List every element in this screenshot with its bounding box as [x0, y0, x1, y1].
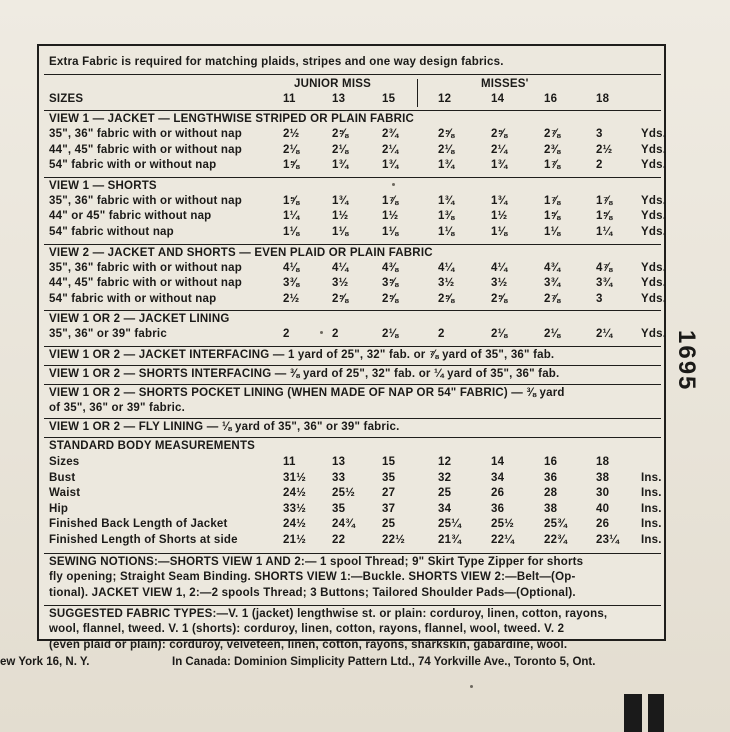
- cell-value: 1⅝: [283, 194, 300, 207]
- divider: [44, 310, 661, 311]
- cell-value: 3½: [438, 277, 455, 290]
- row-label: 35", 36" fabric with or without nap: [49, 194, 242, 207]
- divider: [44, 437, 661, 438]
- cell-value: 25: [438, 487, 452, 500]
- yardage-row: [49, 143, 667, 159]
- cell-value: 22¼: [491, 534, 514, 546]
- size-column-header: 13: [332, 93, 346, 105]
- row-label: Sizes: [49, 456, 80, 468]
- cell-value: 1¾: [382, 159, 399, 172]
- cell-value: 1¼: [596, 226, 613, 238]
- cell-value: 2⅜: [544, 143, 561, 156]
- cell-value: 36: [491, 502, 505, 515]
- size-column-header: 15: [382, 93, 396, 105]
- row-label: 35", 36" fabric with or without nap: [49, 261, 242, 274]
- cell-value: 2⅝: [491, 128, 508, 140]
- cell-value: 22½: [382, 534, 405, 546]
- row-label: Finished Length of Shorts at side: [49, 534, 238, 546]
- divider: [44, 553, 661, 554]
- cell-value: 3½: [491, 277, 508, 290]
- cell-value: 2⅝: [332, 128, 349, 140]
- cell-value: 2½: [283, 128, 300, 140]
- interfacing-note: VIEW 1 OR 2 — JACKET INTERFACING — 1 yard of 25", 32" fab. or ⅞ yard of 35", 36" fab.: [49, 349, 555, 361]
- cell-value: 35: [382, 471, 396, 484]
- sizes-label: SIZES: [49, 93, 84, 105]
- measurement-row: [49, 472, 661, 487]
- measurement-row: [49, 456, 661, 471]
- cell-value: 2¾: [382, 128, 399, 140]
- cell-value: 30: [596, 487, 610, 500]
- cell-value: 21½: [283, 534, 306, 546]
- divider: [44, 346, 661, 347]
- pocket-lining-note-cont: of 35", 36" or 39" fabric.: [49, 402, 185, 414]
- sewing-notions-line: fly opening; Straight Seam Binding. SHORTS VIEW 1:—Buckle. SHORTS VIEW 2:—Belt—(Op-: [49, 571, 576, 584]
- cell-value: 23¼: [596, 534, 619, 546]
- paper-speck: [470, 685, 473, 688]
- cell-value: 14: [491, 456, 505, 468]
- cell-value: 32: [438, 471, 452, 484]
- cell-value: 4¼: [332, 261, 349, 274]
- cell-value: 28: [544, 487, 558, 500]
- sizes-header-row: [49, 93, 661, 108]
- cell-value: 26: [491, 487, 505, 500]
- cell-value: 1⅞: [544, 159, 561, 172]
- cell-value: 2: [438, 328, 445, 341]
- cell-value: 26: [596, 518, 610, 531]
- unit-label: Yds.: [641, 128, 667, 140]
- cell-value: 1⅝: [596, 210, 613, 223]
- cell-value: 36: [544, 471, 558, 484]
- divider: [44, 244, 661, 245]
- cell-value: 2¼: [491, 143, 508, 156]
- unit-label: Yds.: [641, 328, 667, 341]
- yardage-row: [49, 159, 667, 174]
- cell-value: 4¾: [544, 261, 561, 274]
- cell-value: 2⅛: [382, 328, 399, 341]
- cell-value: 35: [332, 502, 346, 515]
- unit-label: Ins.: [641, 534, 662, 546]
- paper-speck: [392, 183, 395, 186]
- shorts-interfacing-note: VIEW 1 OR 2 — SHORTS INTERFACING — ⅜ yard of 25", 32" fab. or ¼ yard of 35", 36" fab.: [49, 368, 560, 380]
- cell-value: 2⅛: [491, 328, 508, 341]
- cell-value: 21¾: [438, 534, 461, 546]
- cell-value: 2⅝: [332, 292, 349, 305]
- row-label: Hip: [49, 502, 69, 515]
- row-label: Waist: [49, 487, 81, 500]
- row-label: 35", 36" fabric with or without nap: [49, 128, 242, 140]
- pocket-lining-note: VIEW 1 OR 2 — SHORTS POCKET LINING (WHEN MADE OF NAP OR 54" FABRIC) — ⅜ yard: [49, 387, 565, 399]
- cell-value: 2: [332, 328, 339, 341]
- footer-address-canada: In Canada: Dominion Simplicity Pattern Ltd., 74 Yorkville Ave., Toronto 5, Ont.: [172, 656, 596, 668]
- cell-value: 1⅞: [382, 194, 399, 207]
- row-label: 35", 36" or 39" fabric: [49, 328, 167, 341]
- cell-value: 2½: [596, 143, 613, 156]
- registration-mark: [624, 694, 642, 732]
- cell-value: 38: [596, 471, 610, 484]
- divider: [44, 365, 661, 366]
- unit-label: Ins.: [641, 471, 662, 484]
- sewing-notions-line: SEWING NOTIONS:—SHORTS VIEW 1 AND 2:— 1 spool Thread; 9" Skirt Type Zipper for shorts: [49, 555, 584, 568]
- cell-value: 3½: [332, 277, 349, 290]
- cell-value: 1⅛: [382, 226, 399, 238]
- cell-value: 31½: [283, 471, 306, 484]
- cell-value: 2: [596, 159, 603, 172]
- cell-value: 11: [283, 456, 296, 468]
- unit-label: Ins.: [641, 502, 662, 515]
- cell-value: 1⅞: [544, 194, 561, 207]
- row-label: 44", 45" fabric with or without nap: [49, 143, 242, 156]
- cell-value: 3¾: [544, 277, 561, 290]
- cell-value: 1¾: [491, 159, 508, 172]
- cell-value: 2⅛: [438, 143, 455, 156]
- unit-label: Yds.: [641, 261, 667, 274]
- cell-value: 2⅛: [544, 328, 561, 341]
- cell-value: 2: [283, 328, 290, 341]
- cell-value: 33: [332, 471, 346, 484]
- cell-value: 1½: [491, 210, 508, 223]
- measurement-row: [49, 534, 661, 549]
- yardage-chart: [37, 44, 667, 651]
- divider: [44, 384, 661, 385]
- cell-value: 1⅝: [283, 159, 300, 172]
- measurement-row: [49, 503, 661, 518]
- cell-value: 38: [544, 502, 558, 515]
- cell-value: 37: [382, 502, 396, 515]
- cell-value: 2⅞: [544, 128, 561, 140]
- cell-value: 2½: [283, 292, 300, 305]
- registration-mark: [648, 694, 664, 732]
- fly-lining-note: VIEW 1 OR 2 — FLY LINING — ⅛ yard of 35", 36" or 39" fabric.: [49, 421, 400, 433]
- size-column-header: 18: [596, 93, 610, 105]
- cell-value: 2⅞: [544, 292, 561, 305]
- cell-value: 40: [596, 502, 610, 515]
- cell-value: 1¾: [438, 194, 455, 207]
- unit-label: Ins.: [641, 487, 662, 500]
- divider: [44, 418, 661, 419]
- cell-value: 2⅝: [491, 292, 508, 305]
- cell-value: 1⅛: [438, 226, 455, 238]
- cell-value: 3: [596, 292, 603, 305]
- yardage-row: [49, 328, 667, 343]
- measurements-title: STANDARD BODY MEASUREMENTS: [49, 440, 256, 452]
- cell-value: 24½: [283, 487, 306, 500]
- row-label: 54" fabric with or without nap: [49, 292, 217, 305]
- size-column-header: 14: [491, 93, 505, 105]
- measurement-row: [49, 518, 661, 533]
- yardage-row: [49, 128, 667, 143]
- cell-value: 22: [332, 534, 346, 546]
- cell-value: 1¾: [491, 194, 508, 207]
- cell-value: 1⅛: [544, 226, 561, 238]
- cell-value: 1⅝: [544, 210, 561, 223]
- cell-value: 2⅝: [438, 128, 455, 140]
- cell-value: 1½: [332, 210, 349, 223]
- cell-value: 25½: [332, 487, 355, 500]
- cell-value: 2⅝: [438, 292, 455, 305]
- cell-value: 1⅞: [596, 194, 613, 207]
- unit-label: Yds.: [641, 226, 667, 238]
- cell-value: 3⅝: [382, 277, 399, 290]
- cell-value: 4¼: [438, 261, 455, 274]
- row-label: 54" fabric with or without nap: [49, 159, 217, 172]
- unit-label: Yds.: [641, 292, 667, 305]
- cell-value: 1¾: [332, 194, 349, 207]
- size-column-header: 12: [438, 93, 452, 105]
- yardage-row: [49, 261, 667, 277]
- footer-address-left: ew York 16, N. Y.: [0, 656, 90, 668]
- cell-value: 2¼: [382, 143, 399, 156]
- paper-speck: [320, 331, 323, 334]
- cell-value: 3¾: [596, 277, 613, 290]
- cell-value: 3⅜: [283, 277, 300, 290]
- cell-value: 3: [596, 128, 603, 140]
- fabric-types-line: (even plaid or plain): corduroy, velveteen, linen, cotton, rayons, sharkskin, gabardine, wool.: [49, 638, 568, 651]
- junior-miss-label: JUNIOR MISS: [294, 78, 371, 90]
- cell-value: 13: [332, 456, 346, 468]
- misses-label: MISSES': [481, 78, 529, 90]
- cell-value: 2⅛: [332, 143, 349, 156]
- unit-label: Ins.: [641, 518, 662, 531]
- cell-value: 22¾: [544, 534, 567, 546]
- cell-value: 2⅛: [283, 143, 300, 156]
- section-title: VIEW 1 OR 2 — JACKET LINING: [49, 313, 230, 326]
- fabric-types-line: wool, flannel, tweed. V. 1 (shorts): corduroy, linen, cotton, rayons, flannel, wool, tweed. V. 2: [49, 623, 565, 636]
- cell-value: 1¾: [438, 159, 455, 172]
- size-group-header: [49, 78, 661, 93]
- cell-value: 24½: [283, 518, 306, 531]
- section-title: VIEW 1 — SHORTS: [49, 179, 157, 192]
- cell-value: 4¼: [491, 261, 508, 274]
- row-label: Bust: [49, 471, 76, 484]
- divider: [44, 177, 661, 178]
- section-title: VIEW 2 — JACKET AND SHORTS — EVEN PLAID OR PLAIN FABRIC: [49, 246, 433, 259]
- cell-value: 18: [596, 456, 610, 468]
- yardage-row: [49, 210, 667, 225]
- cell-value: 4⅛: [283, 261, 300, 274]
- row-label: 54" fabric without nap: [49, 226, 174, 238]
- row-label: 44", 45" fabric with or without nap: [49, 277, 242, 290]
- unit-label: Yds.: [641, 159, 667, 172]
- cell-value: 1⅛: [491, 226, 508, 238]
- divider: [44, 110, 661, 111]
- cell-value: 25¼: [438, 518, 461, 531]
- measurement-row: [49, 487, 661, 502]
- size-column-header: 11: [283, 93, 296, 105]
- cell-value: 27: [382, 487, 396, 500]
- row-label: 44" or 45" fabric without nap: [49, 210, 212, 223]
- divider: [44, 74, 661, 75]
- cell-value: 25¾: [544, 518, 567, 531]
- cell-value: 1⅜: [438, 210, 455, 223]
- cell-value: 34: [491, 471, 505, 484]
- cell-value: 1⅛: [283, 226, 300, 238]
- yardage-row: [49, 226, 667, 241]
- section-title: VIEW 1 — JACKET — LENGTHWISE STRIPED OR PLAIN FABRIC: [49, 113, 415, 125]
- cell-value: 1½: [382, 210, 399, 223]
- unit-label: Yds.: [641, 194, 667, 207]
- cell-value: 24¾: [332, 518, 355, 531]
- size-column-header: 16: [544, 93, 558, 105]
- cell-value: 33½: [283, 502, 306, 515]
- unit-label: Yds.: [641, 277, 667, 290]
- row-label: Finished Back Length of Jacket: [49, 518, 228, 531]
- cell-value: 15: [382, 456, 396, 468]
- cell-value: 4⅜: [382, 261, 399, 274]
- divider: [44, 605, 661, 606]
- cell-value: 25: [382, 518, 396, 531]
- cell-value: 4⅞: [596, 261, 613, 274]
- cell-value: 2¼: [596, 328, 613, 341]
- extra-fabric-notice: Extra Fabric is required for matching plaids, stripes and one way design fabrics.: [49, 56, 504, 68]
- unit-label: Yds.: [641, 210, 667, 223]
- cell-value: 2⅝: [382, 292, 399, 305]
- cell-value: 16: [544, 456, 558, 468]
- yardage-row: [49, 277, 667, 292]
- cell-value: 1¼: [283, 210, 300, 223]
- sewing-notions-line: tional). JACKET VIEW 1, 2:—2 spools Thread; 3 Buttons; Tailored Shoulder Pads—(Optional).: [49, 586, 576, 599]
- yardage-row: [49, 194, 667, 210]
- cell-value: 34: [438, 502, 452, 515]
- cell-value: 12: [438, 456, 452, 468]
- cell-value: 25½: [491, 518, 514, 531]
- cell-value: 1⅛: [332, 226, 349, 238]
- fabric-types-line: SUGGESTED FABRIC TYPES:—V. 1 (jacket) lengthwise st. or plain: corduroy, linen, cotton, rayons,: [49, 607, 608, 620]
- yardage-row: [49, 292, 667, 308]
- unit-label: Yds.: [641, 143, 667, 156]
- cell-value: 1¾: [332, 159, 349, 172]
